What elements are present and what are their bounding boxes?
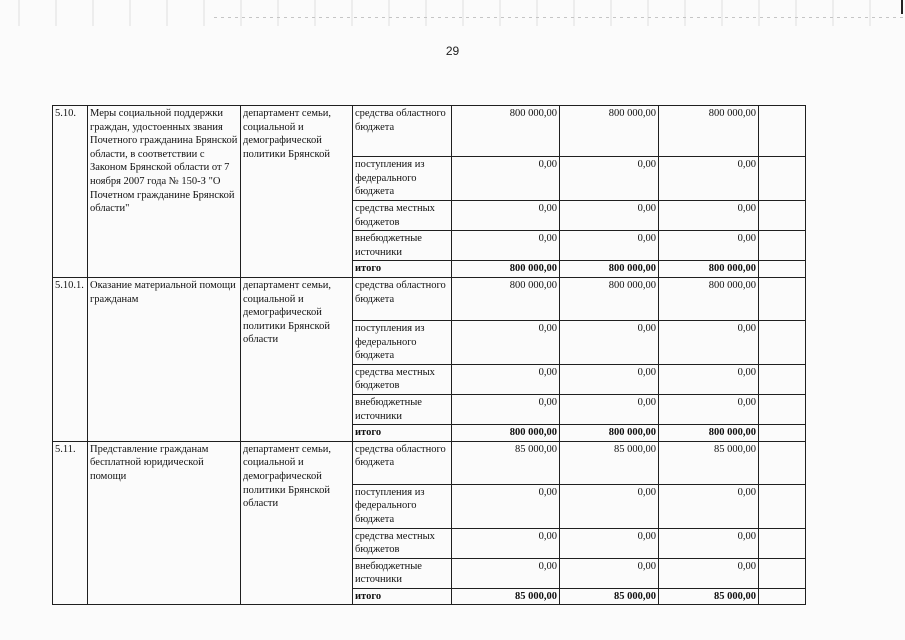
amount-cell: 0,00 xyxy=(452,157,560,201)
table-row xyxy=(53,106,806,157)
row-number: 5.10.1. xyxy=(53,277,88,441)
empty-cell xyxy=(759,394,806,424)
amount-cell: 0,00 xyxy=(560,558,659,588)
total-amount: 85 000,00 xyxy=(560,588,659,605)
total-amount: 800 000,00 xyxy=(452,261,560,278)
executor: департамент семьи, социальной и демографической политики Брянской области xyxy=(241,441,353,605)
empty-cell xyxy=(759,106,806,157)
amount-cell: 0,00 xyxy=(452,394,560,424)
funding-source: внебюджетные источники xyxy=(353,558,452,588)
empty-cell xyxy=(759,588,806,605)
funding-source: средства местных бюджетов xyxy=(353,201,452,231)
amount-cell: 0,00 xyxy=(659,201,759,231)
amount-cell: 0,00 xyxy=(560,201,659,231)
amount-cell: 0,00 xyxy=(659,528,759,558)
funding-source: средства областного бюджета xyxy=(353,277,452,320)
empty-cell xyxy=(759,277,806,320)
amount-cell: 0,00 xyxy=(452,320,560,364)
amount-cell: 0,00 xyxy=(560,394,659,424)
amount-cell: 0,00 xyxy=(452,528,560,558)
table-row xyxy=(53,277,806,320)
empty-cell xyxy=(759,201,806,231)
amount-cell: 0,00 xyxy=(560,320,659,364)
amount-cell: 800 000,00 xyxy=(452,106,560,157)
amount-cell: 0,00 xyxy=(452,231,560,261)
amount-cell: 0,00 xyxy=(452,364,560,394)
amount-cell: 0,00 xyxy=(560,364,659,394)
executor: департамент семьи, социальной и демографической политики Брянской области xyxy=(241,277,353,441)
total-amount: 85 000,00 xyxy=(452,588,560,605)
measure-name: Меры социальной поддержки граждан, удостоенных звания Почетного гражданина Брянской области, в соответствии с Законом Брянской области от 7 ноября 2007 года № 150-З "О Почетном гражданине Брянской области" xyxy=(88,106,241,278)
page-number: 29 xyxy=(445,44,460,58)
funding-source: средства местных бюджетов xyxy=(353,364,452,394)
amount-cell: 800 000,00 xyxy=(560,106,659,157)
executor: департамент семьи, социальной и демографической политики Брянской xyxy=(241,106,353,278)
row-number: 5.10. xyxy=(53,106,88,278)
amount-cell: 85 000,00 xyxy=(560,441,659,484)
total-label: итого xyxy=(353,425,452,442)
amount-cell: 85 000,00 xyxy=(659,441,759,484)
funding-source: средства местных бюджетов xyxy=(353,528,452,558)
measure-name: Представление гражданам бесплатной юридической помощи xyxy=(88,441,241,605)
scan-edge-mark xyxy=(901,0,903,14)
funding-source: поступления из федерального бюджета xyxy=(353,484,452,528)
measure-name: Оказание материальной помощи гражданам xyxy=(88,277,241,441)
table-row xyxy=(53,441,806,484)
amount-cell: 0,00 xyxy=(452,201,560,231)
amount-cell: 0,00 xyxy=(560,484,659,528)
empty-cell xyxy=(759,528,806,558)
amount-cell: 800 000,00 xyxy=(452,277,560,320)
total-amount: 800 000,00 xyxy=(560,261,659,278)
amount-cell: 0,00 xyxy=(659,484,759,528)
amount-cell: 0,00 xyxy=(659,157,759,201)
amount-cell: 0,00 xyxy=(659,320,759,364)
empty-cell xyxy=(759,441,806,484)
amount-cell: 0,00 xyxy=(560,231,659,261)
amount-cell: 0,00 xyxy=(452,558,560,588)
total-amount: 800 000,00 xyxy=(452,425,560,442)
empty-cell xyxy=(759,320,806,364)
empty-cell xyxy=(759,157,806,201)
amount-cell: 800 000,00 xyxy=(560,277,659,320)
total-amount: 800 000,00 xyxy=(659,261,759,278)
amount-cell: 0,00 xyxy=(659,558,759,588)
total-amount: 85 000,00 xyxy=(659,588,759,605)
amount-cell: 800 000,00 xyxy=(659,106,759,157)
total-label: итого xyxy=(353,588,452,605)
amount-cell: 0,00 xyxy=(659,364,759,394)
total-amount: 800 000,00 xyxy=(560,425,659,442)
empty-cell xyxy=(759,484,806,528)
empty-cell xyxy=(759,261,806,278)
funding-source: средства областного бюджета xyxy=(353,441,452,484)
funding-source: внебюджетные источники xyxy=(353,231,452,261)
total-label: итого xyxy=(353,261,452,278)
total-amount: 800 000,00 xyxy=(659,425,759,442)
funding-source: средства областного бюджета xyxy=(353,106,452,157)
row-number: 5.11. xyxy=(53,441,88,605)
amount-cell: 0,00 xyxy=(560,157,659,201)
funding-source: поступления из федерального бюджета xyxy=(353,157,452,201)
empty-cell xyxy=(759,558,806,588)
empty-cell xyxy=(759,364,806,394)
amount-cell: 0,00 xyxy=(659,394,759,424)
amount-cell: 800 000,00 xyxy=(659,277,759,320)
empty-cell xyxy=(759,425,806,442)
empty-cell xyxy=(759,231,806,261)
amount-cell: 0,00 xyxy=(659,231,759,261)
funding-source: внебюджетные источники xyxy=(353,394,452,424)
budget-table xyxy=(52,105,806,605)
scan-artifact-top xyxy=(0,0,905,26)
funding-source: поступления из федерального бюджета xyxy=(353,320,452,364)
amount-cell: 0,00 xyxy=(560,528,659,558)
amount-cell: 85 000,00 xyxy=(452,441,560,484)
amount-cell: 0,00 xyxy=(452,484,560,528)
